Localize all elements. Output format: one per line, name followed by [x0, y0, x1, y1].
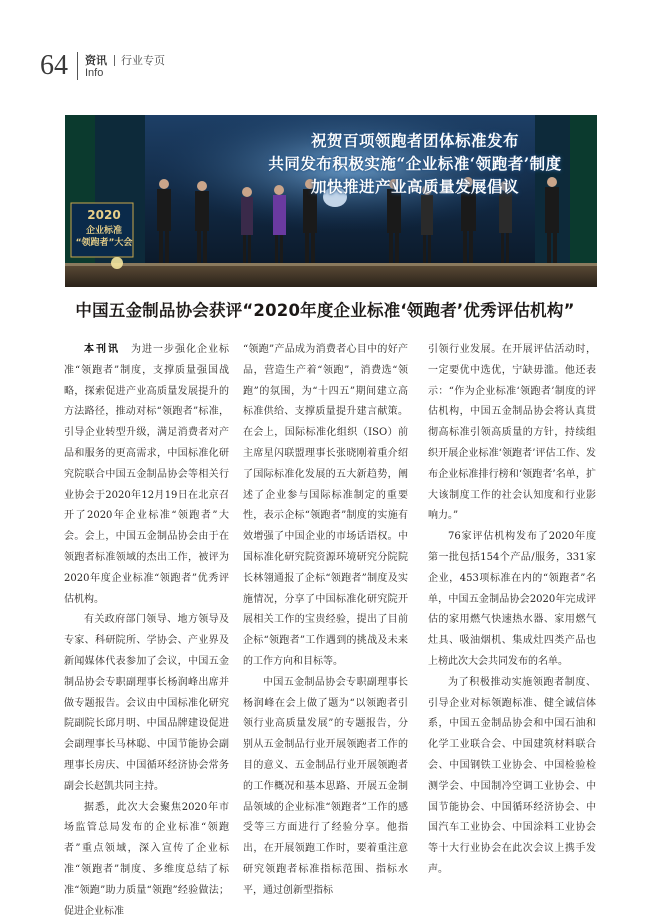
article-paragraph: 中国五金制品协会专职副理事长杨润峰在会上做了题为“以领跑者引领行业高质量发展”的专题报告，分别从五金制品行业开展领跑者工作的目的意义、五金制品行业开展领跑者的工作概况和基本思路、开展五金制品领域的企业标准“领跑者”工作的感受等三方面进行了经验分享。他指出，在开展领跑工作时，要着重注意研究领跑者标准指标范围、指标水平，通过创新型指标: [243, 676, 408, 896]
article-column-2: [243, 340, 408, 902]
logo-line-1: 企业标准: [85, 226, 122, 236]
screen-banner-line-1: 祝贺百项领跑者团体标准发布: [310, 131, 519, 150]
article-paragraph: “领跑”产品成为消费者心目中的好产品，营造生产着“领跑”，消费选“领跑”的氛围，为“十四五”期间建立高标准供给、支撑质量提升建言献策。在会上，国际标准化组织（ISO）前主席星闪联盟理事长张晓刚着重介绍了国际标准化发展的五大新趋势，阐述了企业参与国际标准制定的重要性，表示企标“领跑者”制度的实施有效增强了中国企业的市场话语权。中国标准化研究院资源环境研究分院院长林翎通报了企标“领跑者”制度及实施情况，分享了中国标准化研究院开展相关工作的宝贵经验，提出了目前企标“领跑者”工作遇到的挑战及未来的工作方向和目标等。: [243, 344, 408, 667]
article-paragraph: 有关政府部门领导、地方领导及专家、科研院所、学协会、产业界及新闻媒体代表参加了会议，中国五金制品协会专职副理事长杨润峰出席并做专题报告。会议由中国标准化研究院副院长邱月明、中国品牌建设促进会副理事长马林聪、中国节能协会副理事长房庆、中国循环经济协会常务副会长赵凯共同主持。: [64, 614, 229, 792]
paragraph-text: 为进一步强化企业标准“领跑者”制度，支撑质量强国战略，探索促进产业高质量发展提升的方法路径，推动对标“领跑者”标准，引导企业转型升级，满足消费者对产品和服务的更高需求，中国标准化研究院联合中国五金制品协会等相关行业协会于2020年12月19日在北京召开了2020年企业标准“领跑者”大会。会上，中国五金制品协会由于在领跑者标准领域的杰出工作，被评为2020年度企业标准“领跑者”优秀评估机构。: [64, 344, 229, 605]
article-column-1: [64, 340, 229, 922]
article-paragraph: [64, 340, 229, 610]
article-headline: 中国五金制品协会获评“2020年度企业标准‘领跑者’优秀评估机构”: [75, 301, 575, 320]
logo-line-2: “领跑者”大会: [75, 238, 133, 248]
logo-year: 2020: [87, 208, 121, 222]
section-column: 行业专页: [121, 54, 165, 67]
article-paragraph: 为了积极推动实施领跑者制度、引导企业对标领跑标准、健全诚信体系，中国五金制品协会和中国石油和化学工业联合会、中国建筑材料联合会、中国钢铁工业协会、中国检验检测学会、中国制冷空调工业协会、中国节能协会、中国循环经济协会、中国汽车工业协会、中国涂料工业协会等十大行业协会在此次会议上携手发声。: [428, 676, 596, 875]
lead-label: 本刊讯: [84, 344, 120, 355]
section-category-en: Info: [85, 67, 104, 79]
screen-banner-line-3: 加快推进产业高质量发展倡议: [310, 177, 519, 196]
header-divider: [77, 52, 78, 80]
article-paragraph: 据悉，此次大会聚焦2020年市场监管总局发布的企业标准“领跑者”重点领域，深入宣传了企业标准“领跑者”制度、多维度总结了标准“领跑”助力质量“领跑”经验做法；促进企业标准: [64, 801, 229, 917]
article-paragraph: 引领行业发展。在开展评估活动时，一定要优中选优，宁缺毋滥。他还表示：“作为企业标准‘领跑者’制度的评估机构，中国五金制品协会将认真贯彻高标准引领高质量的方针，持续组织开展企业标准‘领跑者’评估工作、发布企业标准排行榜和‘领跑者’名单，扩大该制度工作的社会认知度和行业影响力。”: [428, 344, 596, 522]
screen-banner-line-2: 共同发布积极实施“企业标准‘领跑者’制度: [268, 154, 562, 173]
article-paragraph: 76家评估机构发布了2020年度第一批包括154个产品/服务，331家企业，453项标准在内的“领跑者”名单，中国五金制品协会2020年完成评估的家用燃气快速热水器、家用燃气灶具、吸油烟机、集成灶四类产品也上榜此次大会共同发布的名单。: [428, 531, 596, 667]
event-photo: [65, 115, 597, 287]
page-number: 64: [40, 50, 68, 81]
article-column-3: [428, 340, 596, 881]
section-category: 资讯: [85, 54, 107, 67]
header-separator: [114, 55, 115, 66]
